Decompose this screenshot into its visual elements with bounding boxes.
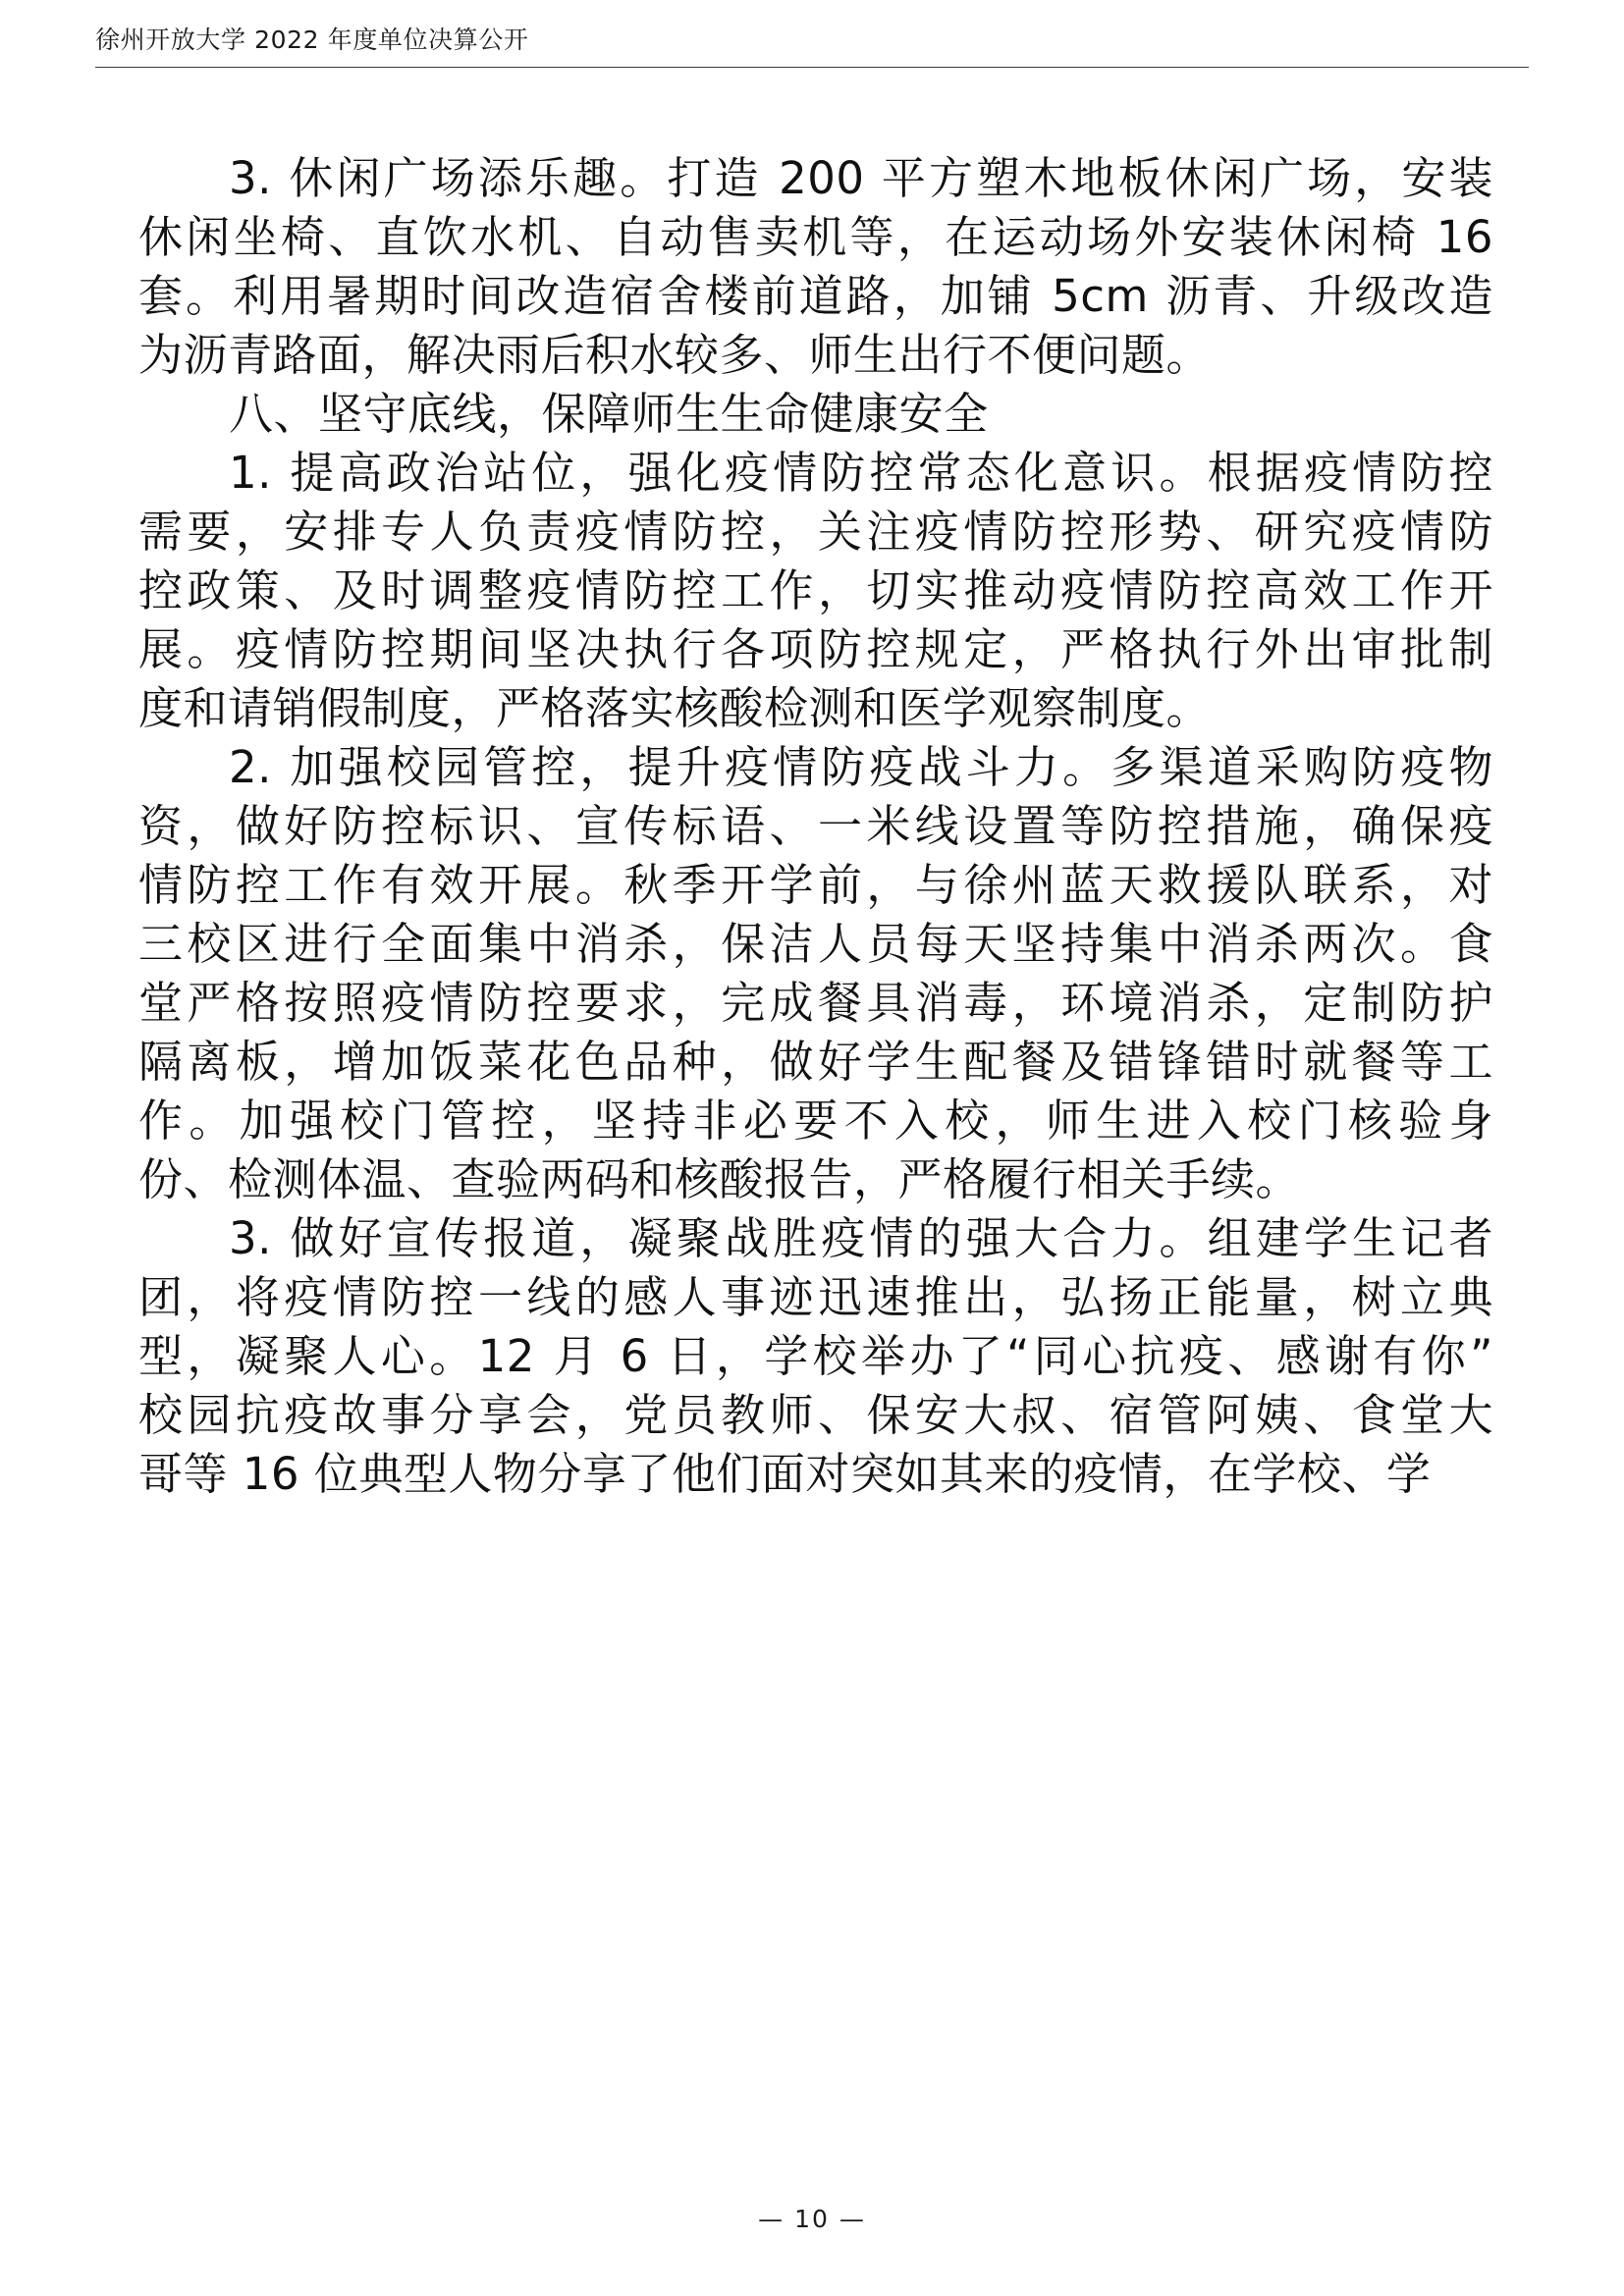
text-line: 1. 提高政治站位，强化疫情防控常态化意识。根据疫情防控 [229, 447, 1493, 499]
text-line: 2. 加强校园管控，提升疫情防疫战斗力。多渠道采购防疫物 [229, 741, 1493, 793]
text-line: 哥等 16 位典型人物分享了他们面对突如其来的疫情，在学校、学 [138, 1448, 1432, 1500]
document-body [138, 149, 1493, 1504]
text-line: 需要，安排专人负责疫情防控，关注疫情防控形势、研究疫情防 [138, 506, 1493, 558]
text-line: 情防控工作有效开展。秋季开学前，与徐州蓝天救援队联系，对 [138, 859, 1493, 911]
running-header-title: 徐州开放大学 2022 年度单位决算公开 [95, 26, 529, 54]
page-footer [0, 2204, 1624, 2235]
text-line: 休闲坐椅、直饮水机、自动售卖机等，在运动场外安装休闲椅 16 [138, 211, 1493, 263]
page-number: — 10 — [758, 2205, 866, 2233]
text-line: 展。疫情防控期间坚决执行各项防控规定，严格执行外出审批制 [138, 623, 1493, 675]
text-line: 资，做好防控标识、宣传标语、一米线设置等防控措施，确保疫 [138, 800, 1493, 852]
text-line: 度和请销假制度，严格落实核酸检测和医学观察制度。 [138, 682, 1212, 734]
paragraph-campus-control [138, 738, 1493, 1209]
paragraph-leisure-square [138, 149, 1493, 385]
text-line: 为沥青路面，解决雨后积水较多、师生出行不便问题。 [138, 329, 1212, 381]
text-line: 份、检测体温、查验两码和核酸报告，严格履行相关手续。 [138, 1153, 1301, 1205]
text-line: 控政策、及时调整疫情防控工作，切实推动疫情防控高效工作开 [138, 564, 1493, 616]
paragraph-political-stance [138, 444, 1493, 738]
text-line: 隔离板，增加饭菜花色品种，做好学生配餐及错锋错时就餐等工 [138, 1036, 1493, 1088]
text-line: 3. 休闲广场添乐趣。打造 200 平方塑木地板休闲广场，安装 [229, 152, 1493, 204]
text-line: 三校区进行全面集中消杀，保洁人员每天坚持集中消杀两次。食 [138, 918, 1493, 970]
text-line: 校园抗疫故事分享会，党员教师、保安大叔、宿管阿姨、食堂大 [138, 1389, 1493, 1441]
page-running-header [95, 24, 1529, 80]
text-line: 3. 做好宣传报道，凝聚战胜疫情的强大合力。组建学生记者 [229, 1212, 1493, 1264]
text-line: 套。利用暑期时间改造宿舍楼前道路，加铺 5cm 沥青、升级改造 [138, 270, 1493, 322]
heading-section-eight: 八、坚守底线，保障师生生命健康安全 [229, 388, 989, 440]
text-line: 型，凝聚人心。12 月 6 日，学校举办了“同心抗疫、感谢有你” [138, 1330, 1493, 1382]
text-line: 作。加强校门管控，坚持非必要不入校，师生进入校门核验身 [138, 1095, 1493, 1147]
text-line: 堂严格按照疫情防控要求，完成餐具消毒，环境消杀，定制防护 [138, 977, 1493, 1029]
header-divider-rule [95, 67, 1529, 68]
paragraph-publicity [138, 1209, 1493, 1504]
text-line: 团，将疫情防控一线的感人事迹迅速推出，弘扬正能量，树立典 [138, 1271, 1493, 1323]
